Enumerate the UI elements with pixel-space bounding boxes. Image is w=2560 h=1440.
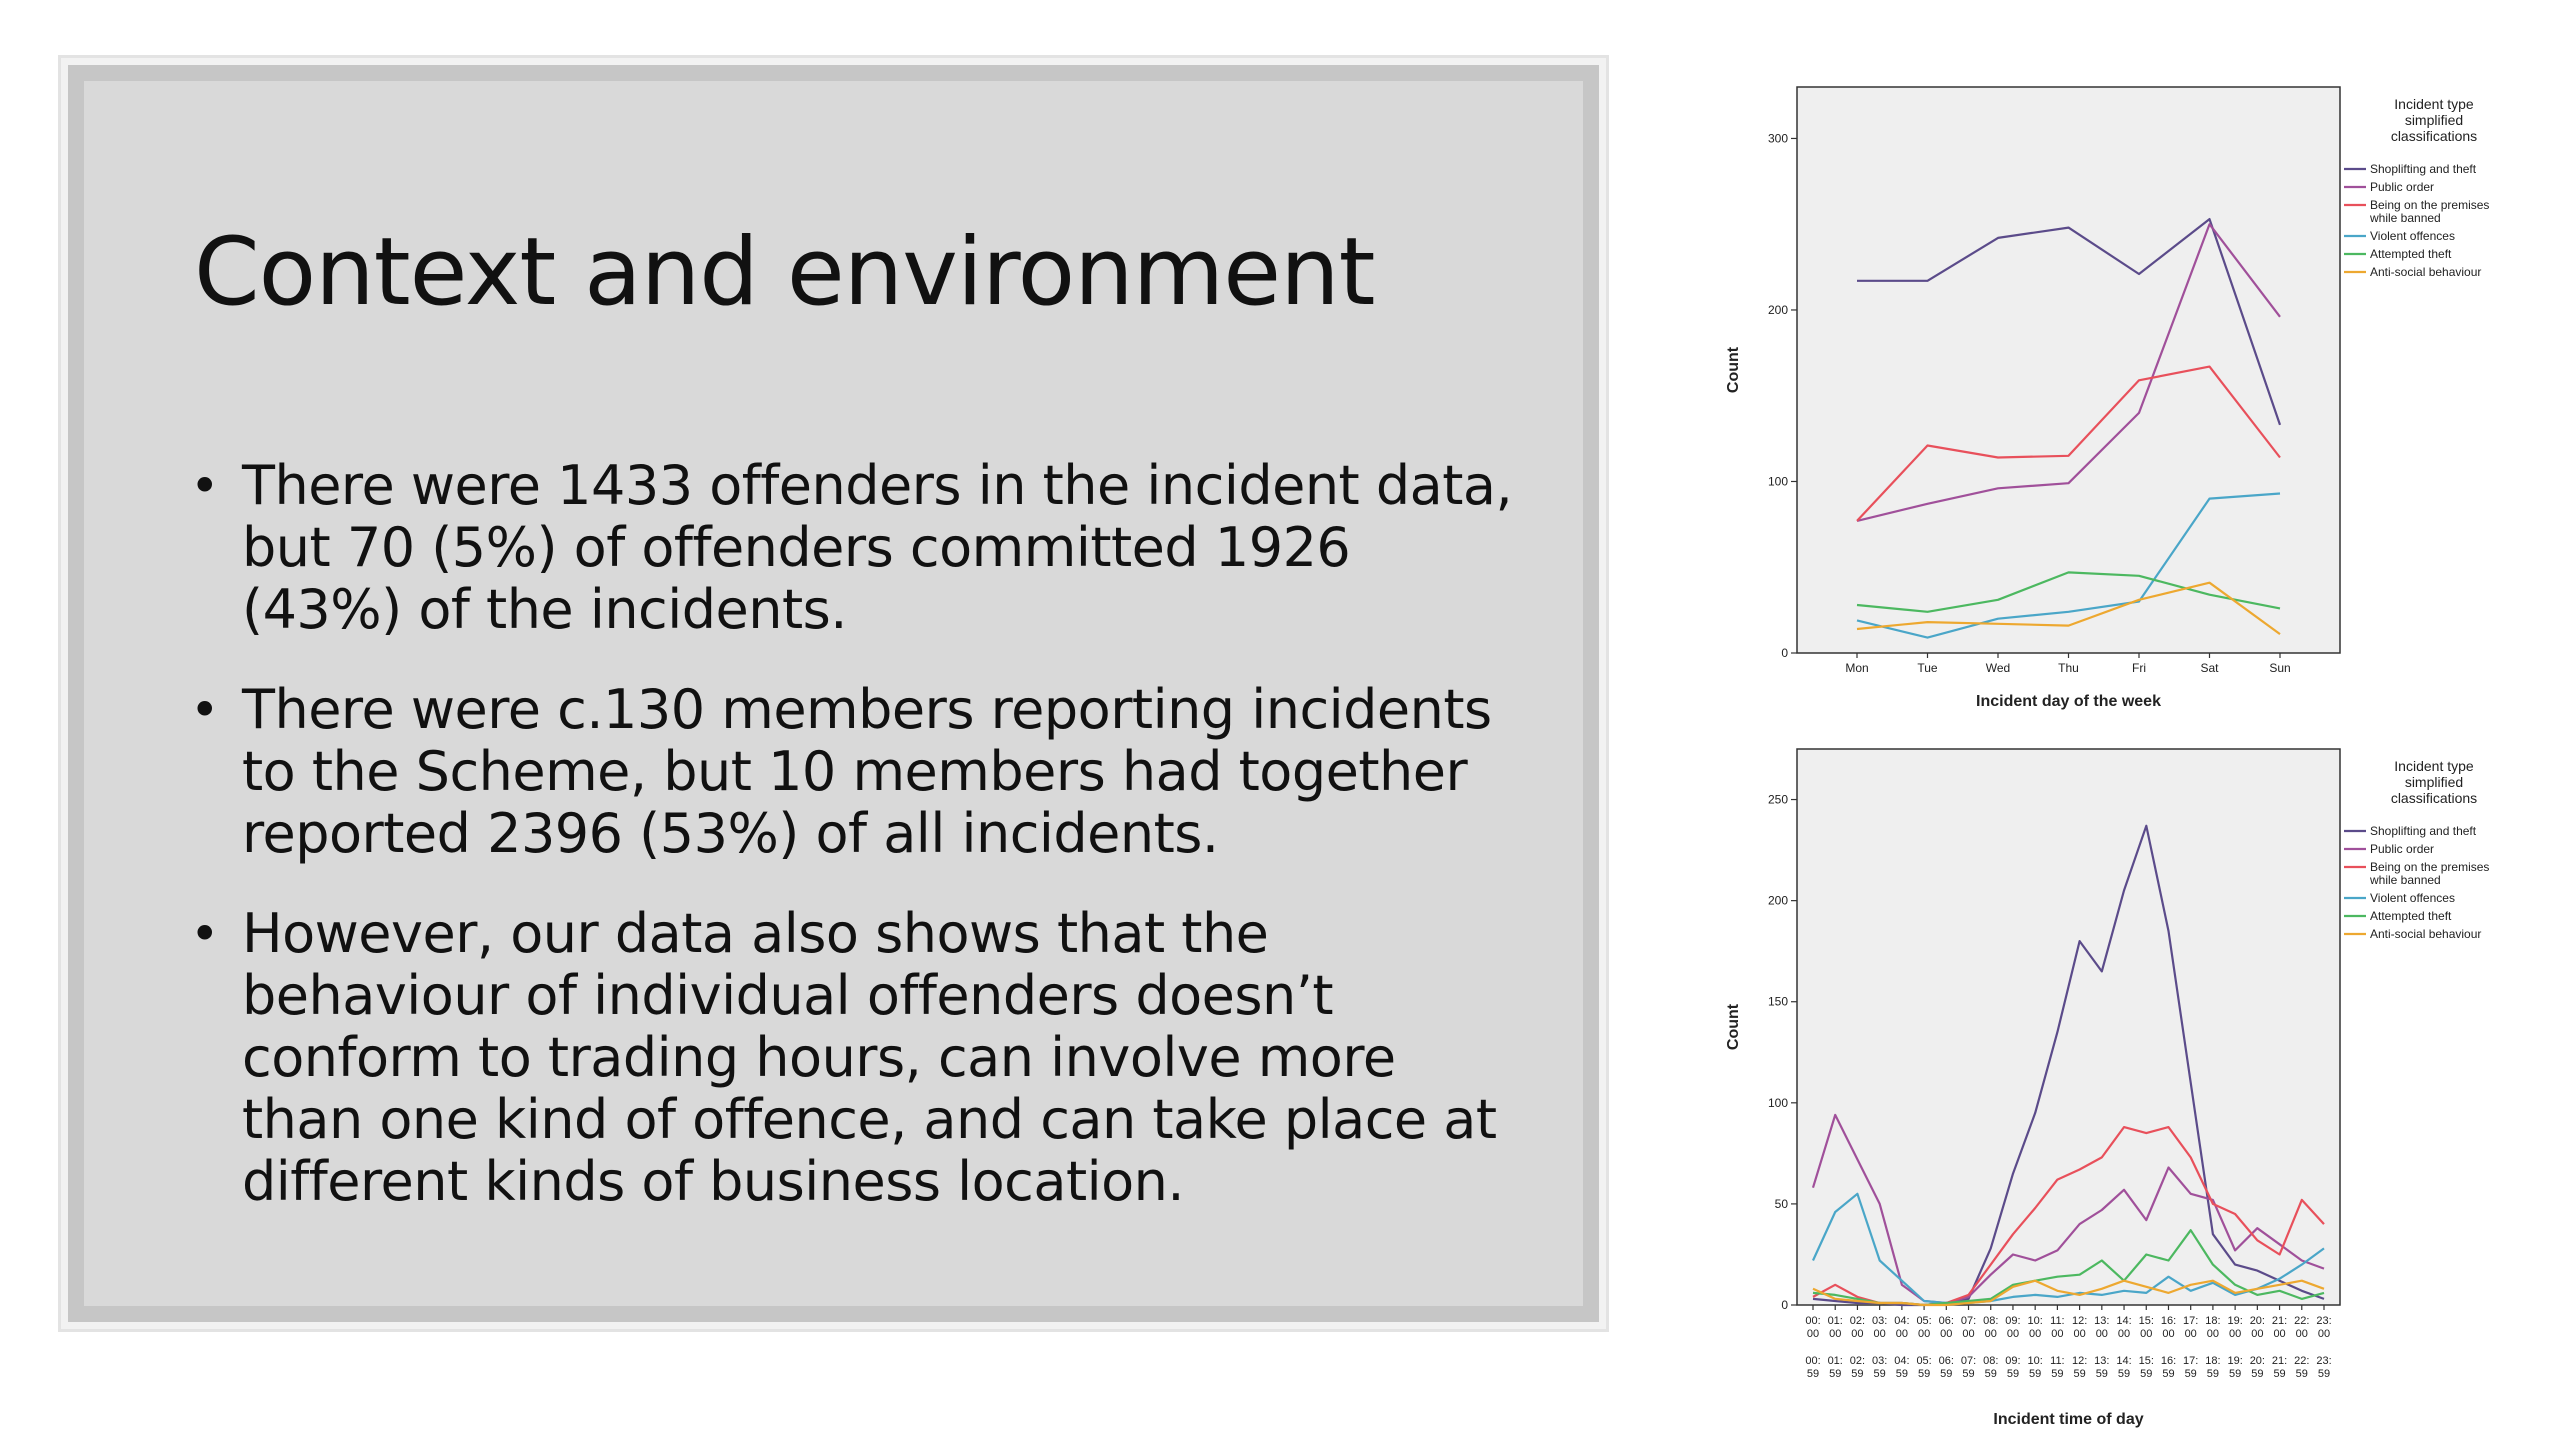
x-tick-label: 59 — [1806, 1368, 1820, 1380]
x-tick-label: 05: — [1916, 1315, 1932, 1327]
x-tick-label: 00 — [2029, 1328, 2042, 1340]
x-tick-label: 09: — [2005, 1315, 2021, 1327]
x-tick-label: 04: — [1894, 1315, 1910, 1327]
y-tick-label: 300 — [1767, 131, 1788, 146]
x-tick-label: 59 — [2162, 1368, 2175, 1380]
x-tick-label: 00 — [2140, 1328, 2153, 1340]
x-tick-label: 59 — [1829, 1368, 1842, 1380]
x-tick-label: 12: — [2071, 1355, 2088, 1367]
bullet-item — [190, 903, 1520, 1213]
x-tick-label: 00 — [1895, 1328, 1908, 1340]
x-tick-label: 07: — [1960, 1315, 1977, 1327]
x-tick-label: 01: — [1827, 1355, 1843, 1367]
x-tick-label: 00 — [1806, 1328, 1820, 1340]
x-tick-label: 06: — [1938, 1355, 1954, 1367]
x-tick-label: 00 — [2229, 1328, 2242, 1340]
x-tick-label: 59 — [2317, 1368, 2331, 1380]
legend-title: classifications — [2390, 790, 2478, 806]
x-tick-label: 14: — [2116, 1315, 2132, 1327]
y-tick-label: 0 — [1781, 1298, 1788, 1312]
x-tick-label: Mon — [1845, 661, 1869, 675]
x-tick-label: 59 — [1962, 1368, 1975, 1380]
legend-label: Public order — [2370, 180, 2435, 194]
x-tick-label: 07: — [1960, 1355, 1977, 1367]
legend-label: Shoplifting and theft — [2370, 824, 2477, 838]
y-tick-label: 50 — [1774, 1196, 1788, 1211]
bullet-text: There were 1433 offenders in the incident data, but 70 (5%) of offenders committed 1926 (43%) of the incidents. — [242, 454, 1513, 641]
x-tick-label: 00 — [2095, 1328, 2108, 1340]
bullet-glyph: • — [190, 457, 219, 515]
x-tick-label: 59 — [1940, 1368, 1953, 1380]
x-tick-label: 59 — [1984, 1368, 1997, 1380]
x-tick-label: 59 — [2273, 1368, 2286, 1380]
x-tick-label: 59 — [2006, 1368, 2020, 1380]
x-tick-label: 20: — [2249, 1355, 2265, 1367]
x-tick-label: 00 — [2073, 1328, 2086, 1340]
x-tick-label: 15: — [2138, 1355, 2154, 1367]
x-tick-label: 59 — [2206, 1368, 2220, 1380]
x-tick-label: 08: — [1983, 1355, 1999, 1367]
x-tick-label: 59 — [2140, 1368, 2153, 1380]
x-tick-label: 14: — [2116, 1355, 2132, 1367]
x-tick-label: 05: — [1916, 1355, 1932, 1367]
y-tick-label: 100 — [1767, 1095, 1788, 1110]
legend-title: simplified — [2404, 112, 2464, 128]
plot-area — [1797, 87, 2340, 653]
x-tick-label: 00 — [1984, 1328, 1997, 1340]
legend-label: Anti-social behaviour — [2370, 265, 2482, 279]
legend-label: Public order — [2370, 842, 2435, 856]
x-tick-label: 02: — [1849, 1355, 1866, 1367]
x-tick-label: 00 — [2006, 1328, 2020, 1340]
x-tick-label: 19: — [2227, 1315, 2243, 1327]
x-tick-label: 59 — [2184, 1368, 2197, 1380]
bullet-glyph: • — [190, 681, 219, 739]
x-tick-label: 59 — [2251, 1368, 2264, 1380]
slide-title: Context and environment — [194, 218, 1375, 327]
legend-label: Shoplifting and theft — [2370, 162, 2477, 176]
y-axis-title: Count — [1725, 1003, 1742, 1051]
legend-label: Attempted theft — [2370, 247, 2452, 261]
x-tick-label: 04: — [1894, 1355, 1910, 1367]
legend-label: Anti-social behaviour — [2370, 927, 2482, 941]
legend-title: Incident type — [2394, 96, 2474, 112]
x-tick-label: 00 — [1917, 1328, 1931, 1340]
x-tick-label: 02: — [1849, 1315, 1866, 1327]
x-tick-label: 59 — [1895, 1368, 1908, 1380]
x-tick-label: 19: — [2227, 1355, 2243, 1367]
x-tick-label: 00 — [2162, 1328, 2175, 1340]
legend-label: while banned — [2370, 873, 2441, 887]
x-tick-label: 00 — [2251, 1328, 2264, 1340]
x-tick-label: 59 — [2117, 1368, 2131, 1380]
x-tick-label: 18: — [2205, 1315, 2221, 1327]
x-tick-label: 00 — [1873, 1328, 1886, 1340]
x-tick-label: 00 — [2273, 1328, 2286, 1340]
x-tick-label: Sat — [2200, 661, 2219, 675]
bullet-text: There were c.130 members reporting incidents to the Scheme, but 10 members had together reported 2396 (53%) of all incidents. — [242, 678, 1492, 865]
y-tick-label: 200 — [1767, 302, 1788, 317]
legend-title: classifications — [2390, 128, 2478, 144]
x-tick-label: 23: — [2316, 1355, 2332, 1367]
legend-title: Incident type — [2394, 758, 2474, 774]
x-tick-label: 11: — [2050, 1315, 2065, 1327]
legend-label: Violent offences — [2370, 891, 2455, 905]
x-tick-label: 00 — [1962, 1328, 1975, 1340]
x-tick-label: 00: — [1805, 1315, 1821, 1327]
y-tick-label: 150 — [1767, 994, 1788, 1009]
x-tick-label: 13: — [2094, 1355, 2110, 1367]
bullet-item — [190, 679, 1520, 865]
x-tick-label: 03: — [1872, 1355, 1888, 1367]
x-tick-label: 59 — [2229, 1368, 2242, 1380]
y-tick-label: 100 — [1767, 474, 1788, 489]
x-tick-label: 21: — [2271, 1355, 2288, 1367]
x-tick-label: 00 — [1829, 1328, 1842, 1340]
x-tick-label: 09: — [2005, 1355, 2021, 1367]
x-tick-label: Tue — [1917, 661, 1938, 675]
x-tick-label: 59 — [2073, 1368, 2086, 1380]
x-tick-label: 00 — [2184, 1328, 2197, 1340]
x-tick-label: Thu — [2058, 661, 2079, 675]
day-of-week-chart — [1700, 80, 2500, 720]
x-tick-label: 59 — [2029, 1368, 2042, 1380]
legend-label: Being on the premises — [2370, 198, 2490, 212]
x-tick-label: 11: — [2050, 1355, 2065, 1367]
y-tick-label: 250 — [1767, 792, 1788, 807]
x-tick-label: 20: — [2249, 1315, 2265, 1327]
bullet-list — [190, 455, 1520, 1251]
y-axis-title: Count — [1725, 346, 1742, 394]
x-tick-label: Wed — [1985, 661, 2011, 675]
x-tick-label: 00 — [1940, 1328, 1953, 1340]
x-tick-label: 17: — [2183, 1315, 2199, 1327]
x-tick-label: 18: — [2205, 1355, 2221, 1367]
x-tick-label: 59 — [2051, 1368, 2064, 1380]
x-tick-label: 22: — [2294, 1315, 2310, 1327]
bullet-glyph: • — [190, 905, 219, 963]
y-tick-label: 200 — [1767, 893, 1788, 908]
x-tick-label: 13: — [2094, 1315, 2110, 1327]
x-tick-label: 21: — [2271, 1315, 2288, 1327]
x-tick-label: Sun — [2269, 661, 2291, 675]
x-tick-label: 12: — [2071, 1315, 2088, 1327]
x-tick-label: 16: — [2160, 1355, 2177, 1367]
x-tick-label: 00 — [1851, 1328, 1864, 1340]
x-tick-label: 15: — [2138, 1315, 2154, 1327]
x-tick-label: Fri — [2132, 661, 2146, 675]
x-tick-label: 59 — [1873, 1368, 1886, 1380]
legend-label: Attempted theft — [2370, 909, 2452, 923]
x-tick-label: 10: — [2027, 1355, 2043, 1367]
plot-area — [1797, 749, 2340, 1305]
x-axis-title: Incident time of day — [1993, 1411, 2144, 1428]
x-axis-title: Incident day of the week — [1976, 693, 2161, 710]
x-tick-label: 00 — [2117, 1328, 2131, 1340]
x-tick-label: 59 — [1851, 1368, 1864, 1380]
x-tick-label: 08: — [1983, 1315, 1999, 1327]
bullet-item — [190, 455, 1520, 641]
x-tick-label: 59 — [2095, 1368, 2108, 1380]
x-tick-label: 06: — [1938, 1315, 1954, 1327]
x-tick-label: 01: — [1827, 1315, 1843, 1327]
x-tick-label: 00 — [2206, 1328, 2220, 1340]
x-tick-label: 22: — [2294, 1355, 2310, 1367]
legend-label: Violent offences — [2370, 229, 2455, 243]
x-tick-label: 03: — [1872, 1315, 1888, 1327]
x-tick-label: 16: — [2160, 1315, 2177, 1327]
x-tick-label: 59 — [2295, 1368, 2308, 1380]
time-of-day-chart — [1700, 738, 2500, 1438]
x-tick-label: 00 — [2295, 1328, 2308, 1340]
y-tick-label: 0 — [1781, 646, 1788, 660]
bullet-text: However, our data also shows that the behaviour of individual offenders doesn’t conform to trading hours, can involve more than one kind of offence, and can take place at different kinds of business location. — [242, 902, 1497, 1213]
x-tick-label: 59 — [1917, 1368, 1931, 1380]
x-tick-label: 00 — [2317, 1328, 2331, 1340]
x-tick-label: 10: — [2027, 1315, 2043, 1327]
x-tick-label: 17: — [2183, 1355, 2199, 1367]
x-tick-label: 00: — [1805, 1355, 1821, 1367]
legend-label: while banned — [2370, 211, 2441, 225]
x-tick-label: 23: — [2316, 1315, 2332, 1327]
legend-label: Being on the premises — [2370, 860, 2490, 874]
x-tick-label: 00 — [2051, 1328, 2064, 1340]
legend-title: simplified — [2404, 774, 2464, 790]
